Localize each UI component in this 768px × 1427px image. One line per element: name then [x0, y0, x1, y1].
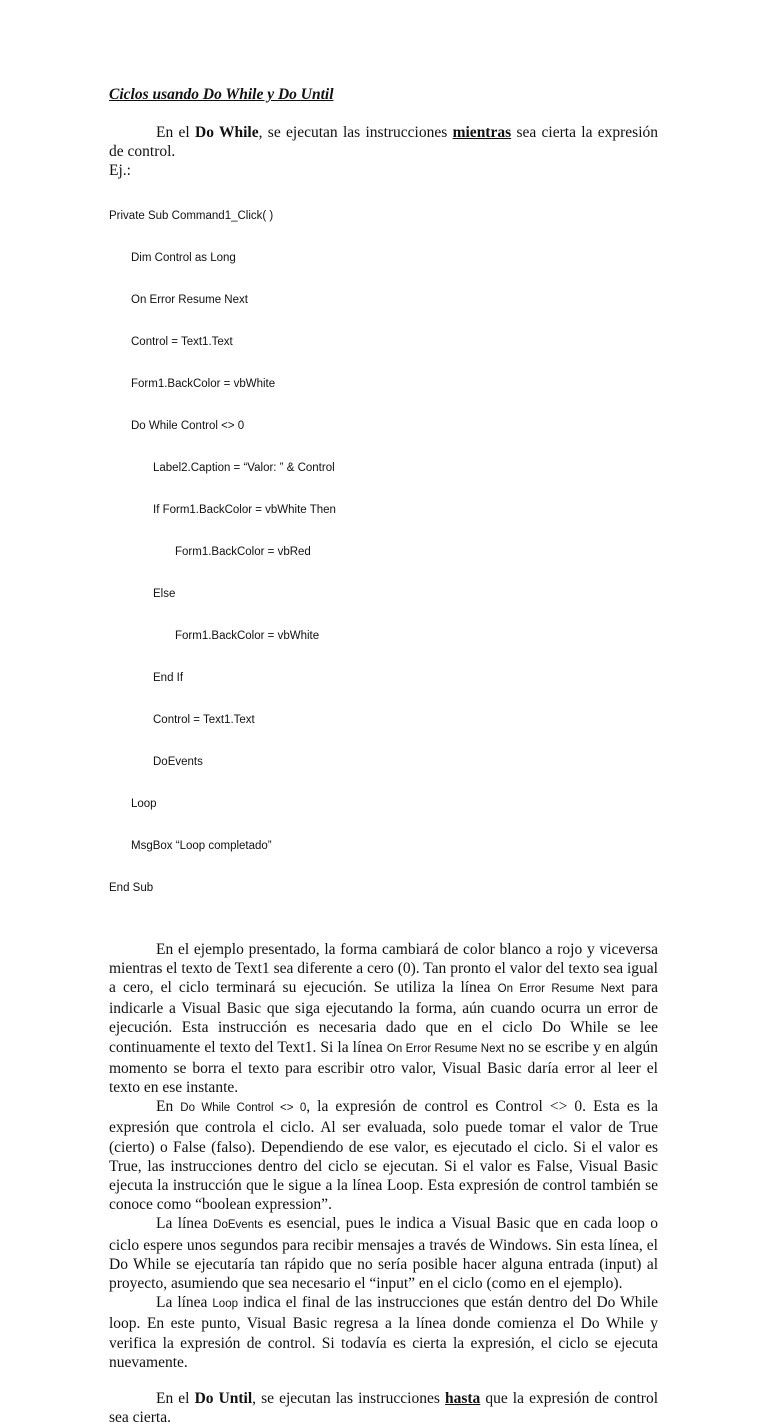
- example-label: Ej.:: [109, 162, 131, 180]
- code-line: Dim Control as Long: [131, 251, 236, 264]
- code-line: Private Sub Command1_Click( ): [109, 209, 274, 222]
- explanation-paragraph-4: [109, 1293, 658, 1372]
- code-block: [109, 181, 658, 923]
- code-line: On Error Resume Next: [131, 293, 248, 306]
- until-text-3: que la expresión de control sea cierta.: [109, 1390, 659, 1427]
- code-line: MsgBox “Loop completado”: [131, 839, 272, 852]
- keyword-mientras: mientras: [452, 124, 512, 141]
- code-line: Form1.BackColor = vbWhite: [175, 629, 320, 642]
- intro-text-1: En el: [156, 124, 196, 141]
- intro-text-3: sea cierta la expresión de control.: [109, 124, 659, 161]
- code-line: DoEvents: [153, 755, 203, 768]
- code-line: Do While Control <> 0: [131, 419, 245, 432]
- code-line: Loop: [131, 797, 157, 810]
- paragraph-text: La línea: [156, 1215, 214, 1233]
- keyword-do-until: Do Until: [194, 1390, 253, 1408]
- intro-text-2: , se ejecutan las instrucciones: [258, 124, 453, 141]
- paragraph-text: En: [156, 1098, 181, 1116]
- explanation-paragraph-3: [109, 1214, 658, 1293]
- paragraph-text: para indicarle a Visual Basic que siga ejecutando la forma, aún cuando ocurra un error de ejecución. Esta instrucción es necesaria dado que en el ciclo Do While se lee continuamente el texto del Text1. Si la línea: [109, 979, 659, 1056]
- keyword-do-while: Do While: [195, 124, 259, 141]
- code-line: Control = Text1.Text: [131, 335, 233, 348]
- code-line: Else: [153, 587, 176, 600]
- page-title: Ciclos usando Do While y Do Until: [109, 86, 334, 103]
- inline-code: On Error Resume Next: [497, 983, 625, 996]
- paragraph-text: En el ejemplo presentado, la forma cambiará de color blanco a rojo y viceversa mientras el texto de Text1 sea diferente a cero (0). Tan pronto el valor del texto sea igual a cero, el ciclo terminará su ejecución. Se utiliza la línea: [109, 940, 658, 997]
- code-line: End If: [153, 671, 184, 684]
- intro-paragraph: [109, 123, 658, 161]
- paragraph-text: no se escribe y en algún momento se borra el texto para escribir otro valor, Visual Basic daría error al leer el texto en ese instante.: [109, 1038, 659, 1097]
- paragraph-text: es esencial, pues le indica a Visual Basic que en cada loop o ciclo espere unos segundos para recibir mensajes a través de Windows. Sin esta línea, el Do While se ejecutaría tan rápido que no sería posible hacer alguna entrada (input) al proyecto, asumiendo que sea necesario el “input” en el ciclo (como en el ejemplo).: [109, 1215, 658, 1293]
- explanation-paragraph-2: [109, 1097, 658, 1214]
- code-line: If Form1.BackColor = vbWhite Then: [153, 503, 336, 516]
- inline-code: Loop: [212, 1298, 238, 1311]
- keyword-hasta: hasta: [444, 1390, 481, 1408]
- code-line: End Sub: [109, 881, 154, 894]
- paragraph-text: , la expresión de control es Control <> 0. Esta es la expresión que controla el ciclo. Al ser evaluada, solo puede tomar el valor de True (cierto) o False (falso). Dependiendo de ese valor, es ejecutado el ciclo. Si el valor es True, las instrucciones dentro del ciclo se ejecutan. Si el valor es False, Visual Basic ejecuta la instrucción que le sigue a la línea Loop. Esta expresión de control también se conoce como “boolean expression”.: [109, 1098, 659, 1214]
- code-line: Form1.BackColor = vbRed: [175, 545, 311, 558]
- document-page: [109, 85, 658, 1427]
- until-text-2: , se ejecutan las instrucciones: [252, 1390, 445, 1408]
- code-line: Form1.BackColor = vbWhite: [131, 377, 276, 390]
- code-line: Control = Text1.Text: [153, 713, 255, 726]
- paragraph-text: La línea: [156, 1294, 213, 1312]
- until-text-1: En el: [156, 1390, 195, 1408]
- inline-code: DoEvents: [213, 1219, 264, 1232]
- paragraph-text: indica el final de las instrucciones que están dentro del Do While loop. En este punto, Visual Basic regresa a la línea donde comienza el Do While y verifica la expresión de control. Si todavía es cierta la expresión, el ciclo se ejecuta nuevamente.: [109, 1294, 658, 1371]
- inline-code: Do While Control <> 0: [180, 1102, 307, 1115]
- explanation-paragraph-1: [109, 940, 658, 1098]
- inline-code: On Error Resume Next: [386, 1042, 505, 1055]
- code-line: Label2.Caption = “Valor: ” & Control: [153, 461, 335, 474]
- do-until-paragraph: [109, 1389, 658, 1427]
